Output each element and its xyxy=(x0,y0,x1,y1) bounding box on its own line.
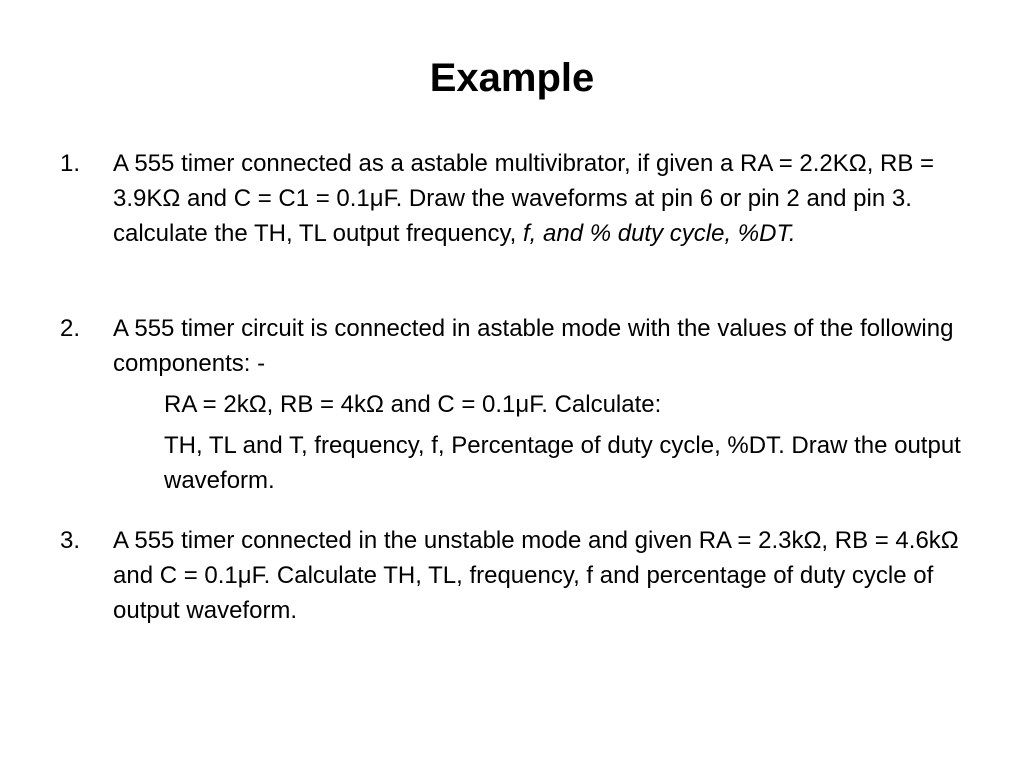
list-item-1-text xyxy=(113,146,980,251)
list-item-2 xyxy=(60,311,980,498)
list-item-3-text: A 555 timer connected in the unstable mode and given RA = 2.3kΩ, RB = 4.6kΩ and C = 0.1μF. Calculate TH, TL, frequency, f and percentage of duty cycle of output waveform. xyxy=(113,527,959,624)
list-item-1-plain-text: A 555 timer connected as a astable multivibrator, if given a RA = 2.2KΩ, RB = 3.9KΩ and C = C1 = 0.1μF. Draw the waveforms at pin 6 or pin 2 and pin 3. calculate the TH, TL output frequency, xyxy=(113,150,935,247)
list-number-1: 1. xyxy=(60,150,81,177)
list-item-2-task-line: TH, TL and T, frequency, f, Percentage of duty cycle, %DT. Draw the output waveform. xyxy=(164,432,961,494)
list-number-2: 2. xyxy=(60,315,81,342)
list-item-2-values-line: RA = 2kΩ, RB = 4kΩ and C = 0.1μF. Calculate: xyxy=(164,391,662,418)
list-item-3 xyxy=(60,523,980,628)
list-number-3: 3. xyxy=(60,527,81,554)
list-item-1 xyxy=(60,146,980,251)
slide-title: Example xyxy=(429,56,595,100)
list-item-1-italic-text: f, and % duty cycle, %DT. xyxy=(523,220,796,247)
list-item-2-text: A 555 timer circuit is connected in astable mode with the values of the following components: - xyxy=(113,315,954,377)
